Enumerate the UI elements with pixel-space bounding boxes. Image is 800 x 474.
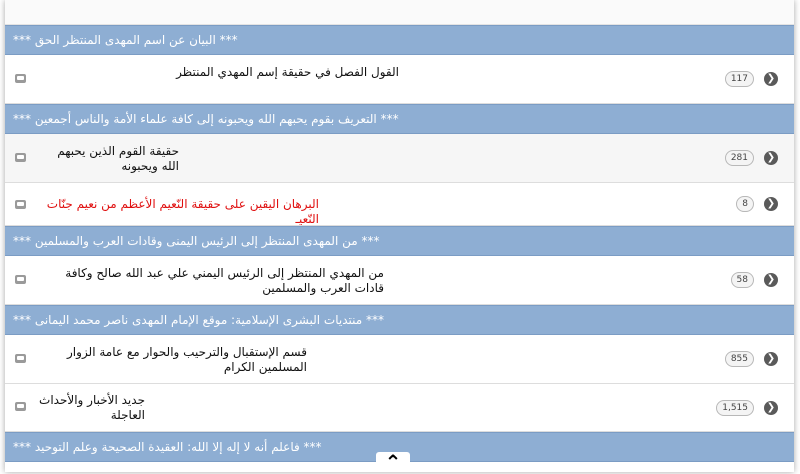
category-header[interactable]: *** منتديات البشرى الإسلامية: موقع الإمام المهدى ناصر محمد اليمانى *** bbox=[5, 305, 794, 335]
forum-title[interactable]: قسم الإستقبال والترحيب والحوار مع عامة الزوار المسلمين الكرام bbox=[67, 345, 307, 374]
chevron-right-icon[interactable]: ❯ bbox=[764, 401, 778, 415]
forum-title[interactable]: جديد الأخبار والأحداث العاجلة bbox=[39, 393, 145, 422]
category-header[interactable]: *** التعريف بقوم يحبهم الله ويحبونه إلى كافة علماء الأمة والناس أجمعين *** bbox=[5, 104, 794, 134]
forum-title[interactable]: من المهدي المنتظر إلى الرئيس اليمني علي عبد الله صالح وكافة قادات العرب والمسلمين bbox=[65, 266, 384, 295]
chevron-up-icon[interactable]: ⌃ bbox=[376, 452, 410, 472]
forum-title[interactable]: البرهان اليقين على حقيقة النّعيم الأعظم من نعيم جنّات النّعيـ bbox=[46, 197, 319, 226]
forum-title[interactable]: القول الفصل في حقيقة إسم المهدي المنتظر bbox=[176, 65, 399, 79]
forum-list bbox=[5, 0, 794, 472]
thread-count-badge: 1,515 bbox=[716, 400, 754, 416]
forum-icon bbox=[15, 153, 26, 162]
thread-count-badge: 855 bbox=[725, 351, 754, 367]
thread-count-badge: 58 bbox=[731, 272, 754, 288]
chevron-right-icon[interactable]: ❯ bbox=[764, 273, 778, 287]
chevron-right-icon[interactable]: ❯ bbox=[764, 72, 778, 86]
chevron-right-icon[interactable]: ❯ bbox=[764, 352, 778, 366]
forum-row[interactable] bbox=[5, 384, 794, 432]
category-header[interactable]: *** البيان عن اسم المهدى المنتظر الحق *** bbox=[5, 25, 794, 55]
chevron-right-icon[interactable]: ❯ bbox=[764, 151, 778, 165]
forum-icon bbox=[15, 200, 26, 209]
thread-count-badge: 281 bbox=[725, 150, 754, 166]
forum-row[interactable] bbox=[5, 256, 794, 305]
forum-row[interactable] bbox=[5, 134, 794, 183]
forum-icon bbox=[15, 402, 26, 411]
forum-title[interactable]: حقيقة القوم الذين يحبهم الله ويحبونه bbox=[57, 144, 179, 173]
chevron-right-icon[interactable]: ❯ bbox=[764, 197, 778, 211]
forum-icon bbox=[15, 74, 26, 83]
forum-row[interactable] bbox=[5, 55, 794, 104]
forum-icon bbox=[15, 275, 26, 284]
forum-icon bbox=[15, 354, 26, 363]
top-strip bbox=[5, 0, 794, 25]
category-header[interactable]: *** من المهدى المنتظر إلى الرئيس اليمنى وقادات العرب والمسلمين *** bbox=[5, 226, 794, 256]
forum-row[interactable] bbox=[5, 183, 794, 226]
thread-count-badge: 117 bbox=[725, 71, 754, 87]
forum-row[interactable] bbox=[5, 335, 794, 384]
thread-count-badge: 8 bbox=[736, 196, 754, 212]
category-header[interactable]: *** فاعلم أنه لا إله إلا الله: العقيدة الصحيحة وعلم التوحيد *** bbox=[5, 432, 794, 462]
